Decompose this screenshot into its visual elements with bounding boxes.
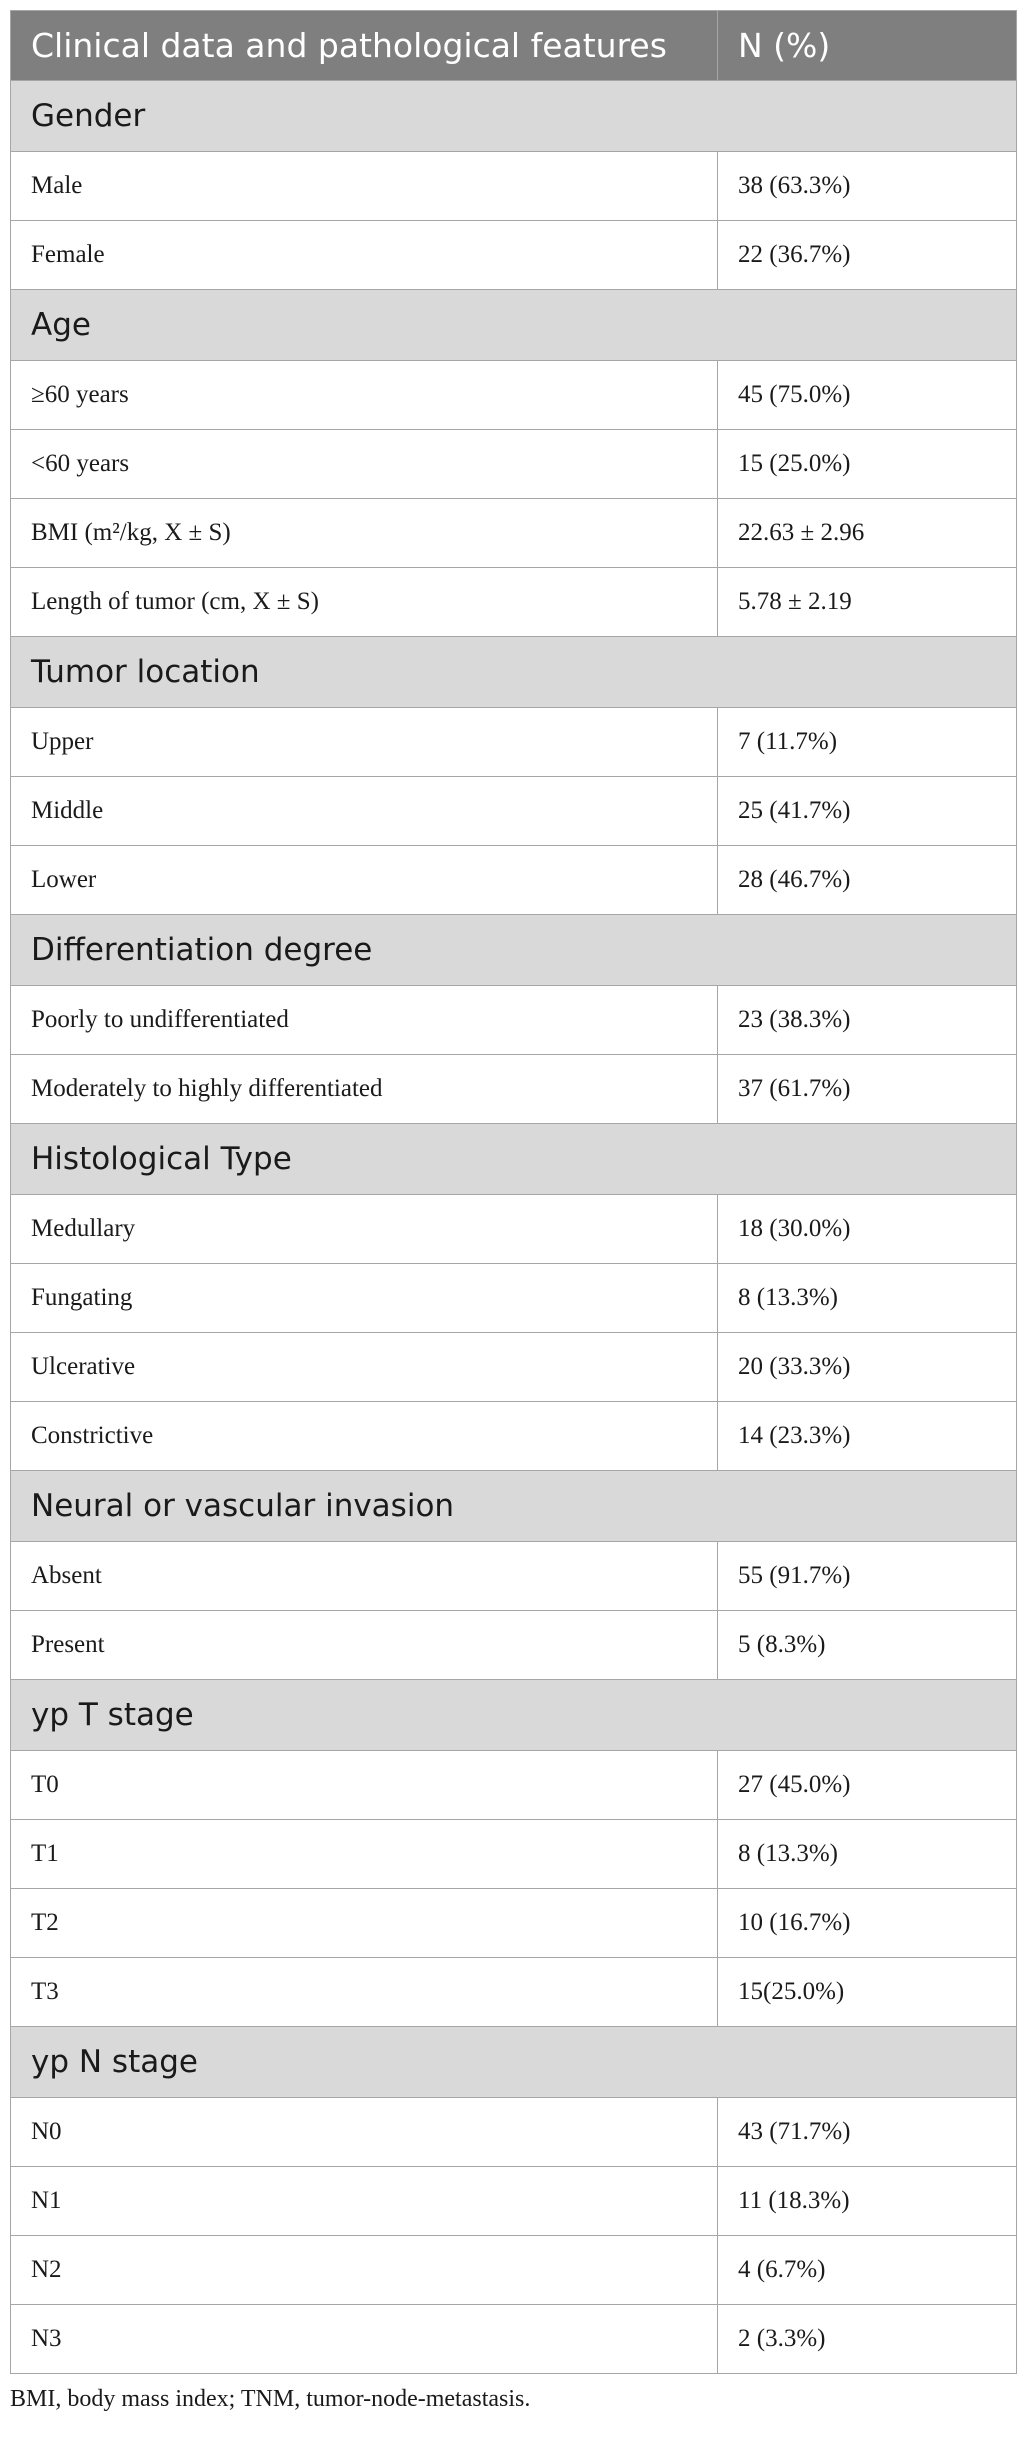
row-value: 43 (71.7%) [718, 2098, 1017, 2167]
row-label: Female [11, 221, 718, 290]
row-label: Middle [11, 777, 718, 846]
row-value: 20 (33.3%) [718, 1333, 1017, 1402]
group-title: yp T stage [11, 1680, 1017, 1751]
table-row [11, 568, 1017, 637]
row-value: 22 (36.7%) [718, 221, 1017, 290]
row-value: 11 (18.3%) [718, 2167, 1017, 2236]
table-row [11, 1333, 1017, 1402]
row-value: 27 (45.0%) [718, 1751, 1017, 1820]
row-label: T3 [11, 1958, 718, 2027]
row-value: 28 (46.7%) [718, 846, 1017, 915]
row-label: Present [11, 1611, 718, 1680]
row-value: 2 (3.3%) [718, 2305, 1017, 2374]
row-label: N1 [11, 2167, 718, 2236]
row-label: N2 [11, 2236, 718, 2305]
group-row [11, 637, 1017, 708]
row-label: Male [11, 152, 718, 221]
group-title: Tumor location [11, 637, 1017, 708]
row-value: 38 (63.3%) [718, 152, 1017, 221]
table-row [11, 1264, 1017, 1333]
row-label: T0 [11, 1751, 718, 1820]
table-row [11, 1751, 1017, 1820]
table-row [11, 1820, 1017, 1889]
table-row [11, 1611, 1017, 1680]
table-row [11, 777, 1017, 846]
table-row [11, 2236, 1017, 2305]
table-header-row [11, 11, 1017, 81]
row-value: 14 (23.3%) [718, 1402, 1017, 1471]
row-label: BMI (m²/kg, X ± S) [11, 499, 718, 568]
group-title: Gender [11, 81, 1017, 152]
row-value: 4 (6.7%) [718, 2236, 1017, 2305]
group-row [11, 1471, 1017, 1542]
table-body [11, 81, 1017, 2374]
group-row [11, 1680, 1017, 1751]
row-value: 8 (13.3%) [718, 1264, 1017, 1333]
clinical-features-table [10, 10, 1017, 2374]
row-label: N0 [11, 2098, 718, 2167]
row-label: Moderately to highly differentiated [11, 1055, 718, 1124]
row-label: ≥60 years [11, 361, 718, 430]
row-value: 23 (38.3%) [718, 986, 1017, 1055]
row-label: Ulcerative [11, 1333, 718, 1402]
group-row [11, 290, 1017, 361]
table-row [11, 1402, 1017, 1471]
row-label: Medullary [11, 1195, 718, 1264]
row-label: Absent [11, 1542, 718, 1611]
table-container [10, 10, 1016, 2413]
table-row [11, 1542, 1017, 1611]
row-label: Constrictive [11, 1402, 718, 1471]
row-value: 7 (11.7%) [718, 708, 1017, 777]
table-row [11, 499, 1017, 568]
group-title: Differentiation degree [11, 915, 1017, 986]
row-value: 45 (75.0%) [718, 361, 1017, 430]
row-label: Upper [11, 708, 718, 777]
table-row [11, 2167, 1017, 2236]
row-value: 25 (41.7%) [718, 777, 1017, 846]
row-label: T1 [11, 1820, 718, 1889]
table-row [11, 221, 1017, 290]
table-row [11, 2305, 1017, 2374]
table-row [11, 1958, 1017, 2027]
header-feature: Clinical data and pathological features [11, 11, 718, 81]
row-value: 37 (61.7%) [718, 1055, 1017, 1124]
table-row [11, 1889, 1017, 1958]
table-row [11, 1195, 1017, 1264]
table-row [11, 2098, 1017, 2167]
row-label: T2 [11, 1889, 718, 1958]
group-row [11, 1124, 1017, 1195]
group-title: Histological Type [11, 1124, 1017, 1195]
row-label: <60 years [11, 430, 718, 499]
row-label: Fungating [11, 1264, 718, 1333]
table-row [11, 430, 1017, 499]
table-row [11, 986, 1017, 1055]
table-row [11, 846, 1017, 915]
group-row [11, 915, 1017, 986]
table-row [11, 708, 1017, 777]
header-count: N (%) [718, 11, 1017, 81]
row-label: Lower [11, 846, 718, 915]
row-value: 8 (13.3%) [718, 1820, 1017, 1889]
group-title: yp N stage [11, 2027, 1017, 2098]
row-value: 22.63 ± 2.96 [718, 499, 1017, 568]
table-row [11, 1055, 1017, 1124]
row-label: Poorly to undifferentiated [11, 986, 718, 1055]
row-value: 5 (8.3%) [718, 1611, 1017, 1680]
row-value: 5.78 ± 2.19 [718, 568, 1017, 637]
row-value: 18 (30.0%) [718, 1195, 1017, 1264]
group-title: Neural or vascular invasion [11, 1471, 1017, 1542]
row-value: 10 (16.7%) [718, 1889, 1017, 1958]
row-label: Length of tumor (cm, X ± S) [11, 568, 718, 637]
group-title: Age [11, 290, 1017, 361]
row-value: 15(25.0%) [718, 1958, 1017, 2027]
group-row [11, 81, 1017, 152]
table-footnote: BMI, body mass index; TNM, tumor-node-metastasis. [10, 2386, 531, 2412]
table-row [11, 361, 1017, 430]
table-row [11, 152, 1017, 221]
row-label: N3 [11, 2305, 718, 2374]
row-value: 15 (25.0%) [718, 430, 1017, 499]
group-row [11, 2027, 1017, 2098]
row-value: 55 (91.7%) [718, 1542, 1017, 1611]
